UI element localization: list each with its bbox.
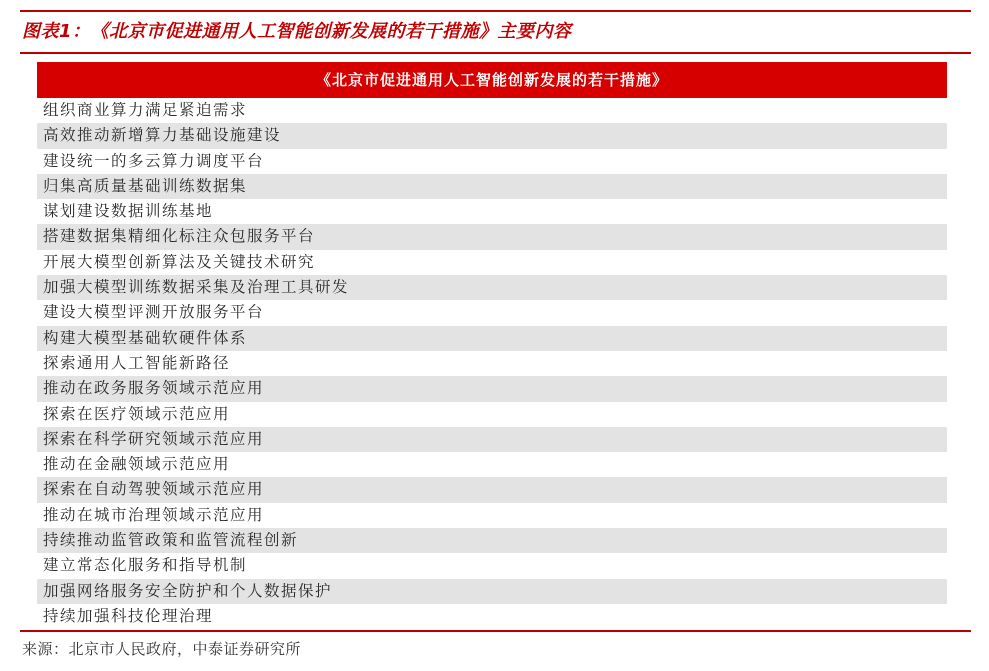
table-row: 组织商业算力满足紧迫需求: [43, 101, 248, 119]
table-row: 推动在金融领域示范应用: [43, 455, 231, 474]
table-row: 建立常态化服务和指导机制: [43, 556, 248, 575]
table-row: 加强网络服务安全防护和个人数据保护: [37, 579, 947, 604]
title-rule: [20, 52, 971, 54]
table-row: 探索在医疗领域示范应用: [43, 404, 231, 423]
figure-title: 图表1：《北京市促进通用人工智能创新发展的若干措施》主要内容: [22, 21, 572, 42]
table-row: 推动在政务服务领域示范应用: [37, 376, 947, 401]
bottom-rule: [20, 630, 971, 632]
table-row: 持续加强科技伦理治理: [43, 606, 214, 625]
source-note: 来源：北京市人民政府，中泰证券研究所: [22, 640, 302, 658]
table-row: 建设统一的多云算力调度平台: [43, 151, 265, 170]
measures-table: [37, 62, 947, 629]
table-row: 推动在城市治理领域示范应用: [43, 505, 265, 524]
table-row: 搭建数据集精细化标注众包服务平台: [37, 224, 947, 249]
table-header: 《北京市促进通用人工智能创新发展的若干措施》: [37, 62, 947, 98]
table-row: 开展大模型创新算法及关键技术研究: [43, 252, 316, 271]
table-row: 构建大模型基础软硬件体系: [37, 326, 947, 351]
table-row: 加强大模型训练数据采集及治理工具研发: [37, 275, 947, 300]
table-row: 探索通用人工智能新路径: [43, 353, 231, 372]
table-row: 探索在科学研究领域示范应用: [37, 427, 947, 452]
table-row: 探索在自动驾驶领域示范应用: [37, 477, 947, 502]
table-row: 建设大模型评测开放服务平台: [43, 303, 265, 322]
table-row: 持续推动监管政策和监管流程创新: [37, 528, 947, 553]
top-rule: [20, 10, 971, 12]
table-row: 谋划建设数据训练基地: [43, 202, 214, 221]
table-row: 归集高质量基础训练数据集: [37, 174, 947, 199]
table-row: 高效推动新增算力基础设施建设: [37, 123, 947, 148]
